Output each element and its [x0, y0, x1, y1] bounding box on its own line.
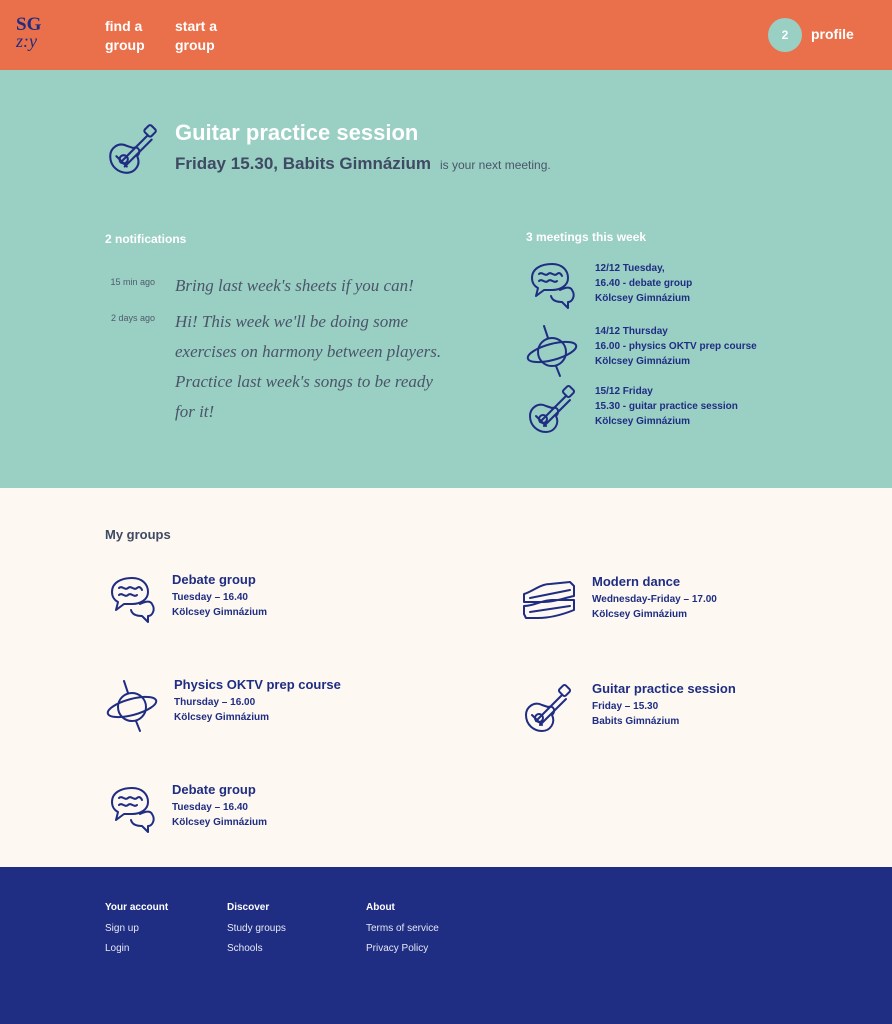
logo-bottom: z:y — [16, 31, 37, 51]
meeting-title: 16.00 - physics OKTV prep course — [595, 341, 757, 352]
group-place: Kölcsey Gimnázium — [172, 607, 268, 618]
footer-heading: Your account — [105, 902, 169, 913]
speech-bubbles-icon — [104, 782, 160, 838]
my-groups-heading: My groups — [105, 527, 171, 542]
meeting-item[interactable] — [595, 261, 692, 306]
meeting-place: Kölcsey Gimnázium — [595, 293, 691, 304]
group-name: Physics OKTV prep course — [174, 677, 341, 692]
guitar-icon — [520, 681, 576, 737]
next-meeting-title[interactable]: Guitar practice session — [175, 120, 419, 145]
nav-start-group-line2: group — [175, 37, 215, 53]
group-place: Kölcsey Gimnázium — [172, 817, 268, 828]
site-logo[interactable] — [16, 15, 52, 59]
meeting-place: Kölcsey Gimnázium — [595, 416, 691, 427]
nav-start-group-line1: start a — [175, 18, 218, 34]
footer-heading: Discover — [227, 902, 270, 913]
group-time: Wednesday-Friday – 17.00 — [592, 594, 717, 605]
footer-column-about — [366, 902, 439, 963]
meeting-item[interactable] — [595, 384, 738, 429]
meetings-heading: 3 meetings this week — [526, 230, 647, 244]
notification-text: Bring last week's sheets if you can! — [175, 276, 414, 295]
nav-start-group[interactable] — [175, 17, 245, 55]
notification-text: Hi! This week we'll be doing some exercises on harmony between players. Practice last week's songs to be ready for it! — [175, 312, 442, 421]
group-place: Kölcsey Gimnázium — [174, 712, 270, 723]
notifications-heading: 2 notifications — [105, 232, 187, 246]
meeting-place: Kölcsey Gimnázium — [595, 356, 691, 367]
guitar-icon — [524, 382, 580, 438]
site-footer — [0, 867, 892, 1024]
group-name: Debate group — [172, 572, 256, 587]
nav-find-group-line2: group — [105, 37, 145, 53]
logo-top: SG — [16, 14, 42, 35]
meeting-date: 15/12 Friday — [595, 386, 653, 397]
meeting-title: 16.40 - debate group — [595, 278, 693, 289]
group-time: Friday – 15.30 — [592, 701, 659, 712]
planet-icon — [524, 322, 580, 378]
footer-link-schools[interactable]: Schools — [227, 943, 263, 954]
meeting-date: 12/12 Tuesday, — [595, 263, 665, 274]
group-name: Debate group — [172, 782, 256, 797]
meeting-date: 14/12 Thursday — [595, 326, 668, 337]
group-time: Thursday – 16.00 — [174, 697, 256, 708]
meeting-item[interactable] — [595, 324, 757, 369]
next-meeting-suffix: is your next meeting. — [440, 158, 551, 172]
guitar-icon — [104, 121, 162, 179]
speech-bubbles-icon — [104, 572, 160, 628]
footer-heading: About — [366, 902, 395, 913]
group-name: Guitar practice session — [592, 681, 736, 696]
footer-link-privacy[interactable]: Privacy Policy — [366, 943, 429, 954]
notification-badge[interactable]: 2 — [768, 18, 802, 52]
group-place: Babits Gimnázium — [592, 716, 680, 727]
next-meeting-when: Friday 15.30, Babits Gimnázium — [175, 154, 432, 173]
footer-link-terms[interactable]: Terms of service — [366, 923, 439, 934]
speech-bubbles-icon — [524, 258, 580, 314]
footer-link-sign-up[interactable]: Sign up — [105, 923, 139, 934]
group-time: Tuesday – 16.40 — [172, 802, 248, 813]
notification-time: 15 min ago — [110, 277, 155, 287]
meeting-title: 15.30 - guitar practice session — [595, 401, 738, 412]
group-place: Kölcsey Gimnázium — [592, 609, 688, 620]
dance-shoes-icon — [520, 574, 576, 630]
footer-link-login[interactable]: Login — [105, 943, 130, 954]
top-navbar — [0, 0, 892, 70]
notification-time: 2 days ago — [110, 313, 155, 323]
footer-column-discover — [227, 902, 286, 963]
profile-link[interactable]: profile — [811, 26, 854, 42]
footer-column-account — [105, 902, 168, 963]
nav-find-group-line1: find a — [105, 18, 143, 34]
planet-icon — [104, 677, 160, 733]
group-name: Modern dance — [592, 574, 681, 589]
group-time: Tuesday – 16.40 — [172, 592, 248, 603]
nav-find-group[interactable] — [105, 17, 175, 55]
footer-link-study-groups[interactable]: Study groups — [227, 923, 286, 934]
